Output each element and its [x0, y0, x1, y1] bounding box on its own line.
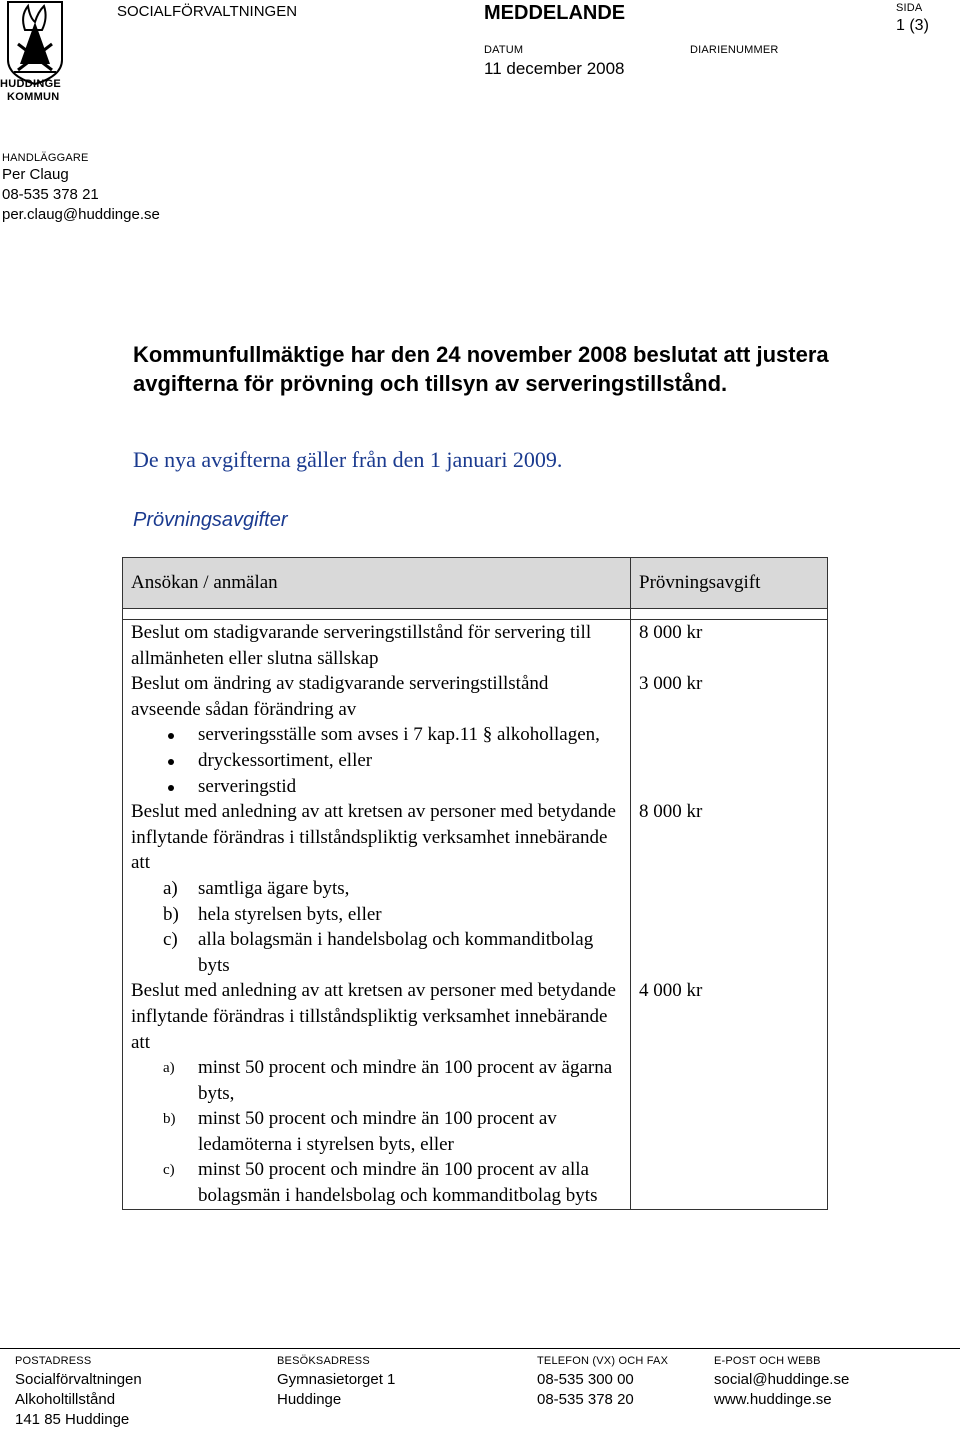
date-value: 11 december 2008: [484, 59, 625, 78]
page-label: SIDA: [896, 2, 923, 14]
list-item: dryckessortiment, eller: [131, 748, 622, 774]
table-row: [123, 671, 828, 799]
footer-phone-label: TELEFON (VX) OCH FAX: [537, 1355, 669, 1367]
huddinge-logo: [0, 0, 68, 104]
table-row: [123, 799, 828, 978]
bullet-icon: [168, 759, 174, 765]
logo-text-huddinge: HUDDINGE: [0, 78, 62, 90]
row-1-description: Beslut om stadigvarande serveringstillstånd för servering till allmänheten eller slutna sällskap: [131, 622, 592, 669]
fee-table: [122, 557, 828, 1210]
footer-divider: [0, 1348, 960, 1349]
list-item: b) minst 50 procent och mindre än 100 procent av ledamöterna i styrelsen byts, eller: [163, 1108, 557, 1155]
footer-postal-line: Alkoholtillstånd: [15, 1391, 116, 1408]
list-item: b) hela styrelsen byts, eller: [163, 903, 382, 925]
table-spacer: [123, 609, 828, 620]
row-2-description: Beslut om ändring av stadigvarande serveringstillstånd avseende sådan förändring av: [131, 673, 549, 720]
case-officer-label: HANDLÄGGARE: [2, 152, 89, 164]
list-item: c) alla bolagsmän i handelsbolag och kommanditbolag byts: [163, 929, 594, 976]
list-item: serveringsställe som avses i 7 kap.11 § alkohollagen,: [131, 722, 622, 748]
main-heading: Kommunfullmäktige har den 24 november 2008 beslutat att justera avgifterna för prövning och tillsyn av serveringstillstånd.: [133, 342, 829, 396]
table-header-row: [123, 558, 828, 609]
logo-text-kommun: KOMMUN: [7, 91, 60, 103]
bullet-icon: [168, 733, 174, 739]
footer-phone-line: 08-535 300 00: [537, 1371, 634, 1388]
footer-web-link[interactable]: www.huddinge.se: [714, 1391, 832, 1408]
column-header-fee: Prövningsavgift: [631, 558, 828, 609]
row-3-fee: 8 000 kr: [631, 799, 828, 978]
section-title: Prövningsavgifter: [133, 509, 288, 531]
column-header-application: Ansökan / anmälan: [123, 558, 631, 609]
bullet-icon: [168, 785, 174, 791]
registration-number-label: DIARIENUMMER: [690, 44, 779, 56]
footer-postal-line: Socialförvaltningen: [15, 1371, 142, 1388]
list-item: c) minst 50 procent och mindre än 100 procent av alla bolagsmän i handelsbolag och kommanditbolag byts: [163, 1159, 598, 1207]
list-item: a) samtliga ägare byts,: [163, 877, 350, 899]
row-4-description: Beslut med anledning av att kretsen av personer med betydande inflytande förändras i tillståndspliktig verksamhet innebärande att: [131, 980, 616, 1053]
footer-fax-line: 08-535 378 20: [537, 1391, 634, 1408]
table-row: [123, 978, 828, 1209]
list-item: serveringstid: [131, 774, 622, 800]
page-number: 1 (3): [896, 17, 929, 34]
footer-email-label: E-POST OCH WEBB: [714, 1355, 821, 1367]
table-row: [123, 620, 828, 672]
row-3-description: Beslut med anledning av att kretsen av personer med betydande inflytande förändras i tillståndspliktig verksamhet innebärande att: [131, 801, 616, 874]
sub-heading: De nya avgifterna gäller från den 1 januari 2009.: [133, 447, 563, 472]
footer-email-link[interactable]: social@huddinge.se: [714, 1371, 850, 1388]
date-label: DATUM: [484, 44, 524, 56]
case-officer-phone: 08-535 378 21: [2, 186, 99, 203]
footer-visit-line: Huddinge: [277, 1391, 342, 1408]
footer-postal-label: POSTADRESS: [15, 1355, 92, 1367]
row-2-fee: 3 000 kr: [631, 671, 828, 799]
footer-postal-line: 141 85 Huddinge: [15, 1411, 130, 1428]
row-4-fee: 4 000 kr: [631, 978, 828, 1209]
case-officer-email: per.claug@huddinge.se: [2, 206, 160, 223]
footer-visit-line: Gymnasietorget 1: [277, 1371, 396, 1388]
row-1-fee: 8 000 kr: [631, 620, 828, 672]
footer-visit-label: BESÖKSADRESS: [277, 1355, 370, 1367]
list-item: a) minst 50 procent och mindre än 100 procent av ägarna byts,: [163, 1057, 613, 1104]
organization-name: SOCIALFÖRVALTNINGEN: [117, 3, 298, 20]
row-description: [123, 620, 631, 672]
document-type: MEDDELANDE: [484, 2, 626, 24]
case-officer-name: Per Claug: [2, 166, 69, 183]
